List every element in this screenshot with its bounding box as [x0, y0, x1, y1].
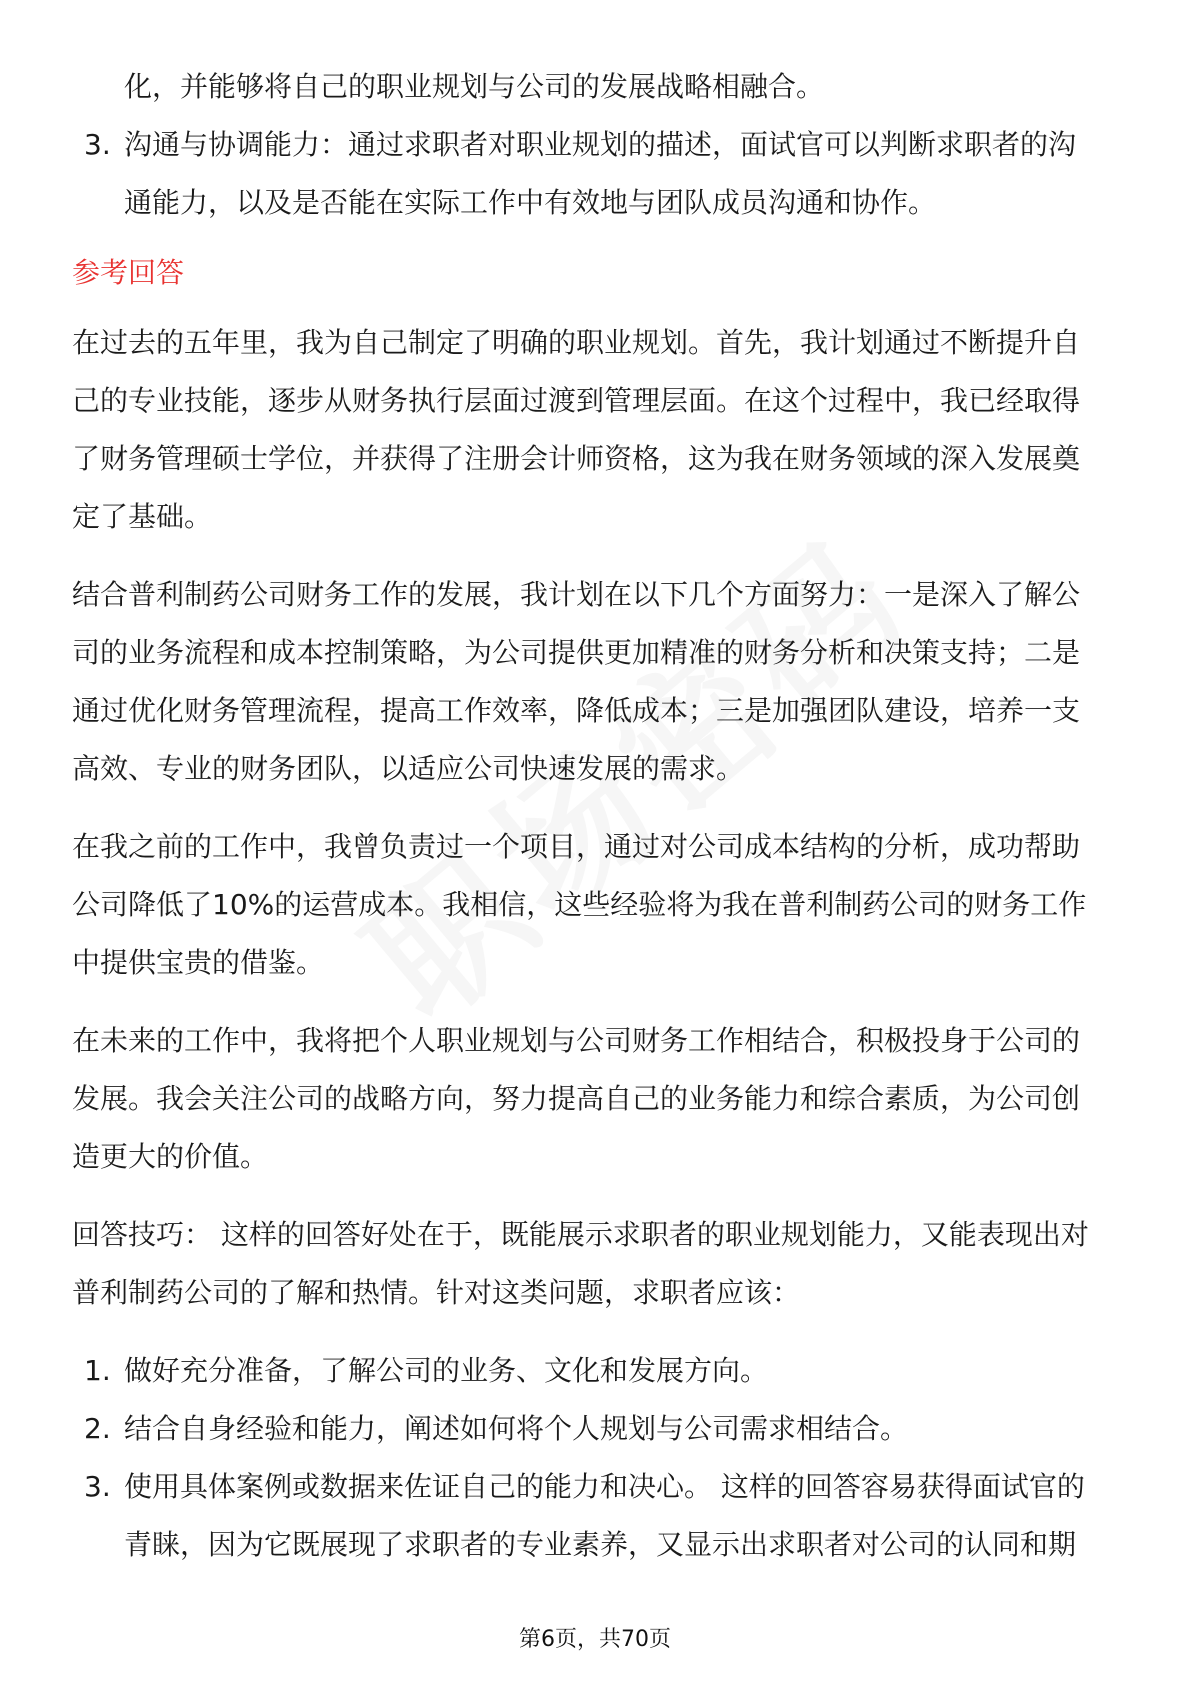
paragraph-line: 发展。我会关注公司的战略方向，努力提高自己的业务能力和综合素质，为公司创 [72, 1082, 1081, 1115]
list-item-line: 做好充分准备，了解公司的业务、文化和发展方向。 [124, 1354, 769, 1387]
tips-list-item [72, 1342, 1120, 1400]
answer-paragraph [72, 314, 1120, 546]
tips-paragraph [72, 1206, 1120, 1322]
paragraph-line: 普利制药公司的了解和热情。针对这类问题，求职者应该： [72, 1276, 801, 1309]
continued-list-line: 化，并能够将自己的职业规划与公司的发展战略相融合。 [124, 70, 825, 103]
paragraph-line: 司的业务流程和成本控制策略，为公司提供更加精准的财务分析和决策支持；二是 [72, 636, 1081, 669]
list-item-line: 结合自身经验和能力，阐述如何将个人规划与公司需求相结合。 [124, 1412, 909, 1445]
answer-paragraph [72, 818, 1120, 992]
paragraph-line: 在我之前的工作中，我曾负责过一个项目，通过对公司成本结构的分析，成功帮助 [72, 830, 1081, 863]
paragraph-line: 通过优化财务管理流程，提高工作效率，降低成本；三是加强团队建设，培养一支 [72, 694, 1081, 727]
list-item-line: 沟通与协调能力：通过求职者对职业规划的描述，面试官可以判断求职者的沟 [124, 128, 1077, 161]
paragraph-line: 了财务管理硕士学位，并获得了注册会计师资格，这为我在财务领域的深入发展奠 [72, 442, 1081, 475]
tips-list-item [72, 1458, 1120, 1574]
paragraph-line: 结合普利制药公司财务工作的发展，我计划在以下几个方面努力：一是深入了解公 [72, 578, 1081, 611]
list-item-line: 通能力，以及是否能在实际工作中有效地与团队成员沟通和协作。 [124, 186, 937, 219]
page-footer: 第6页，共70页 [519, 1627, 671, 1652]
list-item-line: 青睐，因为它既展现了求职者的专业素养，又显示出求职者对公司的认同和期 [124, 1528, 1077, 1561]
list-number: 3. [84, 1470, 111, 1503]
paragraph-line: 中提供宝贵的借鉴。 [72, 946, 325, 979]
answer-paragraph [72, 1012, 1120, 1186]
tips-list-item [72, 1400, 1120, 1458]
paragraph-line: 在未来的工作中，我将把个人职业规划与公司财务工作相结合，积极投身于公司的 [72, 1024, 1081, 1057]
list-number: 3. [84, 128, 111, 161]
paragraph-line: 定了基础。 [72, 500, 213, 533]
paragraph-line: 公司降低了10%的运营成本。我相信，这些经验将为我在普利制药公司的财务工作 [72, 888, 1087, 921]
paragraph-line: 回答技巧： 这样的回答好处在于，既能展示求职者的职业规划能力，又能表现出对 [72, 1218, 1089, 1251]
list-number: 2. [84, 1412, 111, 1445]
paragraph-line: 在过去的五年里，我为自己制定了明确的职业规划。首先，我计划通过不断提升自 [72, 326, 1081, 359]
page-content [72, 58, 1120, 1574]
paragraph-line: 己的专业技能，逐步从财务执行层面过渡到管理层面。在这个过程中，我已经取得 [72, 384, 1081, 417]
section-heading: 参考回答 [72, 256, 185, 289]
list-number: 1. [84, 1354, 111, 1387]
paragraph-line: 高效、专业的财务团队，以适应公司快速发展的需求。 [72, 752, 745, 785]
ability-list-item [72, 116, 1120, 232]
list-item-line: 使用具体案例或数据来佐证自己的能力和决心。 这样的回答容易获得面试官的 [124, 1470, 1085, 1503]
paragraph-line: 造更大的价值。 [72, 1140, 269, 1173]
answer-paragraph [72, 566, 1120, 798]
